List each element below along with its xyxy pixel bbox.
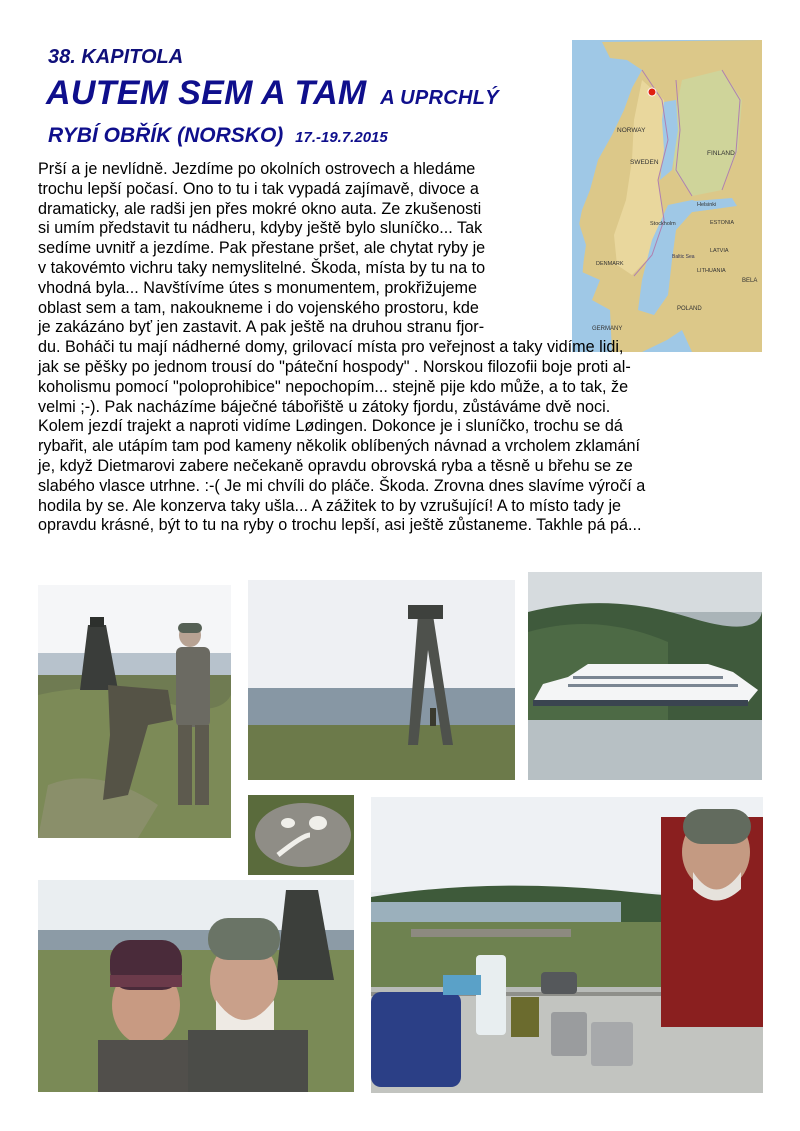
map-label-norway: NORWAY — [617, 127, 646, 134]
map-label-germany: GERMANY — [592, 326, 623, 332]
photo-monument-sea — [248, 580, 515, 780]
chapter-title — [46, 74, 499, 113]
body-line: sedíme uvnitř a jezdíme. Pak přestane pršet, ale chytat ryby je — [38, 239, 486, 258]
article-body — [38, 160, 766, 536]
chapter-subtitle-text: RYBÍ OBŘÍK (NORSKO) — [48, 124, 284, 147]
photo-stone-smiley — [248, 795, 354, 875]
map-label-lithuania: LITHUANIA — [697, 268, 726, 274]
map-label-latvia: LATVIA — [710, 248, 729, 254]
body-line: rybařit, ale utápím tam pod kameny několik oblíbených návnad a vrcholem zklamání — [38, 437, 640, 456]
body-line: slabého vlasce utrhne. :-( Je mi chvíli do pláče. Škoda. Zrovna dnes slavíme výročí a — [38, 476, 646, 495]
map-label-stockholm: Stockholm — [650, 221, 676, 227]
body-line: vhodná byla... Navštívíme útes s monumentem, prokřižujeme — [38, 278, 478, 297]
chapter-dates: 17.-19.7.2015 — [295, 129, 388, 146]
body-line: trochu lepší počasí. Ono to tu i tak vypadá zajímavě, divoce a — [38, 179, 479, 198]
chapter-subtitle — [48, 124, 388, 148]
body-line: Prší a je nevlídně. Jezdíme po okolních ostrovech a hledáme — [38, 160, 476, 178]
body-line: du. Boháči tu mají nádherné domy, grilovací místa pro veřejnost a taky vidíme lidi, — [38, 338, 624, 357]
map-label-sweden: SWEDEN — [630, 159, 659, 166]
photo-couple-selfie — [38, 880, 354, 1092]
body-line: oblast sem a tam, nakoukneme i do vojenského prostoru, kde — [38, 298, 479, 317]
body-line: v takovémto vichru taky nemyslitelné. Škoda, místa by tu na to — [38, 258, 486, 277]
body-line: je, když Dietmarovi zabere nečekaně opravdu obrovská ryba a těsně u břehu se ze — [38, 456, 633, 475]
chapter-title-main: AUTEM SEM A TAM — [46, 74, 367, 112]
location-marker — [648, 88, 656, 96]
map-label-denmark: DENMARK — [596, 261, 624, 267]
body-line: je zakázáno byť jen zastavit. A pak ještě na druhou stranu fjor- — [38, 318, 485, 337]
chapter-number: 38. KAPITOLA — [48, 46, 184, 68]
photo-monument-man — [38, 585, 231, 838]
body-line: Kolem jezdí trajekt a naproti vidíme Lødingen. Dokonce je i sluníčko, trochu se dá — [38, 417, 623, 436]
body-line: dramaticky, ale radši jen přes mokré okno auta. Ze zkušenosti — [38, 199, 482, 218]
map-label-finland: FINLAND — [707, 150, 735, 157]
body-line: si umím představit tu nádheru, kdyby ještě bylo sluníčko... Tak — [38, 219, 483, 238]
body-line: jak se pěšky po jednom trousí do "páteční hospody" . Norskou filozofii boje proti al- — [38, 357, 631, 376]
body-line: hodila by se. Ale konzerva taky ušla... A zážitek to by vzrušující! A to místo tady je — [38, 496, 622, 515]
map-label-bela: BELA — [742, 278, 758, 284]
body-line: koholismu pomocí "poloprohibice" nepochopím... stejně pije kdo může, a to tak, že — [38, 377, 629, 396]
chapter-title-small: A UPRCHLÝ — [380, 87, 499, 109]
photo-cruise-ship — [528, 572, 762, 780]
map-label-baltic: Baltic Sea — [672, 254, 695, 260]
map-label-estonia: ESTONIA — [710, 220, 735, 226]
map-label-poland: POLAND — [677, 306, 702, 312]
photo-picnic-table — [371, 797, 763, 1093]
body-line: opravdu krásné, být to tu na ryby o trochu lepší, asi ještě zůstaneme. Takhle pá pá... — [38, 516, 642, 535]
body-line: velmi ;-). Pak nacházíme báječné tábořiště u zátoky fjordu, zůstáváme dvě noci. — [38, 397, 611, 416]
map-label-helsinki: Helsinki — [697, 202, 717, 208]
